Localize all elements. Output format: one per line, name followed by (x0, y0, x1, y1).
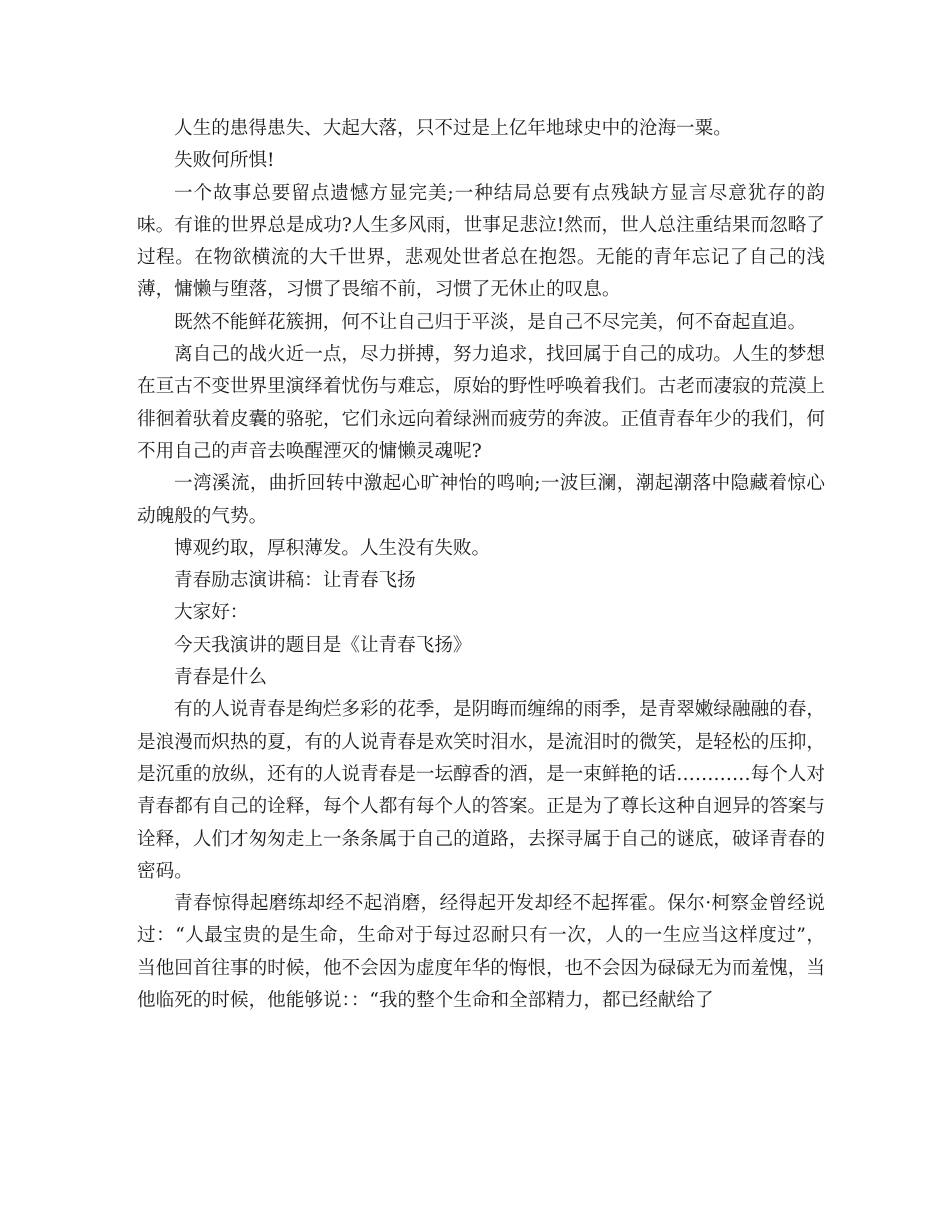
paragraph: 有的人说青春是绚烂多彩的花季，是阴晦而缠绵的雨季，是青翠嫩绿融融的春，是浪漫而炽热的夏，有的人说青春是欢笑时泪水，是流泪时的微笑，是轻松的压抑，是沉重的放纵，还有的人说青春是一坛醇香的酒，是一束鲜艳的话…………每个人对青春都有自己的诠释，每个人都有每个人的答案。正是为了尊长这种自迥异的答案与诠释，人们才匆匆走上一条条属于自己的道路，去探寻属于自己的谜底，破译青春的密码。 (137, 699, 825, 882)
paragraph: 人生的患得患失、大起大落，只不过是上亿年地球史中的沧海一粟。 (174, 118, 732, 139)
paragraph: 既然不能鲜花簇拥，何不让自己归于平淡，是自己不尽完美，何不奋起直追。 (174, 311, 807, 333)
paragraph: 一个故事总要留点遗憾方显完美;一种结局总要有点残缺方显言尽意犹存的韵味。有谁的世界总是成功?人生多风雨，世事足悲泣!然而，世人总注重结果而忽略了过程。在物欲横流的大千世界，悲观处世者总在抱怨。无能的青年忘记了自己的浅薄，慵懒与堕落，习惯了畏缩不前，习惯了无休止的叹息。 (137, 182, 825, 301)
paragraph: 青春是什么 (174, 667, 267, 689)
greeting: 大家好： (174, 602, 249, 624)
paragraph: 今天我演讲的题目是《让青春飞扬》 (174, 634, 472, 656)
paragraph: 一湾溪流，曲折回转中激起心旷神怡的鸣响;一波巨澜，潮起潮落中隐藏着惊心动魄般的气势。 (137, 473, 825, 527)
paragraph: 博观约取，厚积薄发。人生没有失败。 (174, 537, 491, 559)
document-body (137, 113, 825, 1017)
paragraph: 失败何所惧! (174, 150, 275, 172)
paragraph: 青春惊得起磨练却经不起消磨，经得起开发却经不起挥霍。保尔·柯察金曾经说过：“人最宝贵的是生命，生命对于每过忍耐只有一次，人的一生应当这样度过”，当他回首往事的时候，他不会因为虚度年华的悔恨，也不会因为碌碌无为而羞愧，当他临死的时候，他能够说：：“我的整个生命和全部精力，都已经献给了 (137, 893, 825, 1012)
paragraph: 离自己的战火近一点，尽力拼搏，努力追求，找回属于自己的成功。人生的梦想在亘古不变世界里演绎着忧伤与难忘，原始的野性呼唤着我们。古老而凄寂的荒漠上徘徊着驮着皮囊的骆驼，它们永远向着绿洲而疲劳的奔波。正值青春年少的我们，何不用自己的声音去唤醒湮灭的慵懒灵魂呢? (137, 344, 825, 462)
section-heading: 青春励志演讲稿：让青春飞扬 (174, 570, 416, 592)
